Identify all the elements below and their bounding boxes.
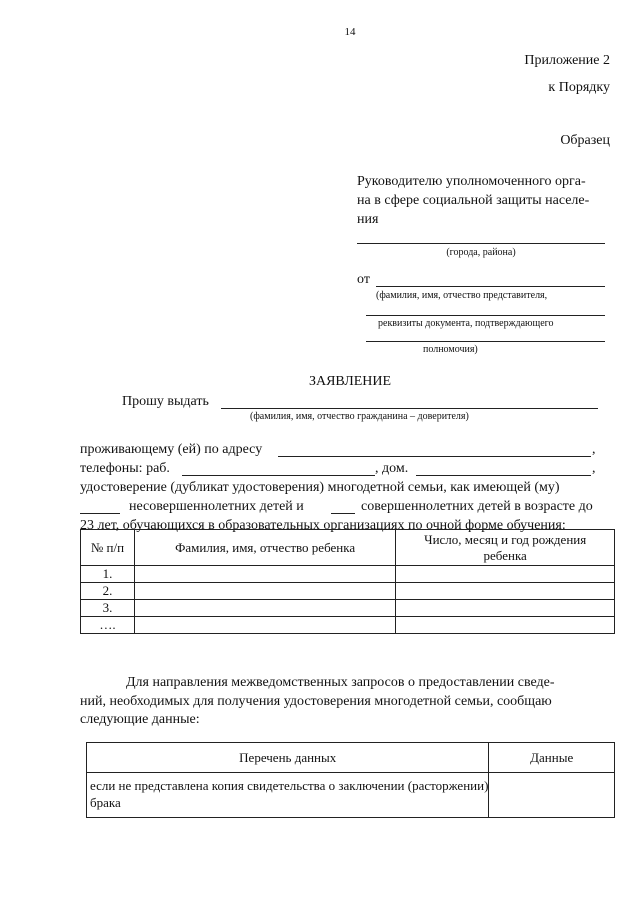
- address-underline[interactable]: [278, 456, 591, 457]
- adults-label: совершеннолетних детей в возрасте до: [361, 499, 593, 514]
- data-item-marriage-certificate: если не представлена копия свидетельства о заключении (расторжении) брака: [87, 773, 489, 818]
- child-name-cell[interactable]: [134, 583, 395, 600]
- child-name-cell[interactable]: [134, 617, 395, 634]
- col-header-number: № п/п: [81, 530, 135, 566]
- interagency-line-1: Для направления межведомственных запросов о предоставлении сведе-: [126, 675, 555, 690]
- work-phone-underline[interactable]: [182, 475, 375, 476]
- interagency-line-2: ний, необходимых для получения удостоверения многодетной семьи, сообщаю: [80, 694, 552, 709]
- home-phone-underline[interactable]: [416, 475, 591, 476]
- appendix-label: Приложение 2: [524, 53, 610, 68]
- address-label: проживающему (ей) по адресу: [80, 442, 263, 457]
- minors-label: несовершеннолетних детей и: [129, 499, 304, 514]
- data-table-header: [87, 743, 615, 773]
- certificate-line: удостоверение (дубликат удостоверения) многодетной семьи, как имеющей (му): [80, 480, 560, 495]
- child-name-cell[interactable]: [134, 600, 395, 617]
- row-number: 2.: [81, 583, 135, 600]
- col-header-child-name: Фамилия, имя, отчество ребенка: [134, 530, 395, 566]
- table-row: [81, 600, 615, 617]
- col-header-data-values: Данные: [489, 743, 615, 773]
- request-label: Прошу выдать: [122, 394, 209, 409]
- child-name-cell[interactable]: [134, 566, 395, 583]
- children-table: [80, 529, 615, 634]
- representative-hint-2: реквизиты документа, подтверждающего: [378, 318, 554, 329]
- document-page: 14 Приложение 2 к Порядку Образец Руководителю уполномоченного орга- на в сфере социальной защиты населе- ния (города, района) от (фамилия, имя, отчество представителя, реквизиты документа, подтверждающего полномочия) ЗАЯВЛЕНИЕ Прошу выдать (фамилия, имя, отчество гражданина – доверителя) проживающему (ей) по адресу , телефоны: раб. , дом. , удостоверение (дубликат удостоверения) многодетной семьи, как имеющей (му) несовершеннолетних детей и совершеннолетних детей в возрасте до 23 лет, обучающихся в образовательных организациях по очной форме обучения: № п/п Фамилия, имя, отчество ребенка Число, месяц и год рождения ребенка 1. 2. 3. …. Для направления межведомственных запросов о предоставлении сведе- ний, необходимых для получения удостоверения многодетной семьи, сообщаю следующие данные: Перечень данных Данные если не представлена копия свидетельства о заключении (расторжении) брака: [0, 0, 640, 905]
- birth-date-cell[interactable]: [396, 617, 615, 634]
- adults-count-underline[interactable]: [331, 513, 355, 514]
- data-table: [86, 742, 615, 818]
- table-row: [81, 617, 615, 634]
- phones-label: телефоны: раб.: [80, 461, 170, 476]
- row-number: 1.: [81, 566, 135, 583]
- children-table-header: [81, 530, 615, 566]
- row-number: ….: [81, 617, 135, 634]
- representative-underline-1[interactable]: [376, 286, 605, 287]
- table-row: [81, 566, 615, 583]
- addressee-line-3: ния: [357, 212, 379, 227]
- representative-underline-3[interactable]: [366, 341, 605, 342]
- addressee-line-2: на в сфере социальной защиты населе-: [357, 193, 590, 208]
- minors-count-underline[interactable]: [80, 513, 120, 514]
- col-header-data-list: Перечень данных: [87, 743, 489, 773]
- page-number: 14: [344, 26, 356, 38]
- interagency-line-3: следующие данные:: [80, 712, 200, 727]
- statement-title: ЗАЯВЛЕНИЕ: [308, 374, 392, 389]
- representative-underline-2[interactable]: [366, 315, 605, 316]
- sample-label: Образец: [560, 133, 610, 148]
- table-row: [81, 583, 615, 600]
- city-hint: (города, района): [446, 247, 516, 258]
- citizen-name-underline[interactable]: [221, 408, 598, 409]
- home-phone-label: , дом.: [375, 461, 409, 476]
- students-line: 23 лет, обучающихся в образовательных организациях по очной форме обучения:: [80, 518, 566, 533]
- birth-date-cell[interactable]: [396, 600, 615, 617]
- marriage-certificate-value-cell[interactable]: [489, 773, 615, 818]
- city-underline[interactable]: [357, 243, 605, 244]
- representative-hint-3: полномочия): [423, 344, 478, 355]
- birth-date-cell[interactable]: [396, 583, 615, 600]
- from-label: от: [357, 272, 370, 287]
- row-number: 3.: [81, 600, 135, 617]
- birth-date-cell[interactable]: [396, 566, 615, 583]
- col-header-birth-date: Число, месяц и год рождения ребенка: [396, 530, 615, 566]
- representative-hint-1: (фамилия, имя, отчество представителя,: [376, 290, 548, 301]
- addressee-line-1: Руководителю уполномоченного орга-: [357, 174, 586, 189]
- citizen-name-hint: (фамилия, имя, отчество гражданина – доверителя): [250, 411, 469, 422]
- table-row: [87, 773, 615, 818]
- appendix-order-ref: к Порядку: [548, 80, 610, 95]
